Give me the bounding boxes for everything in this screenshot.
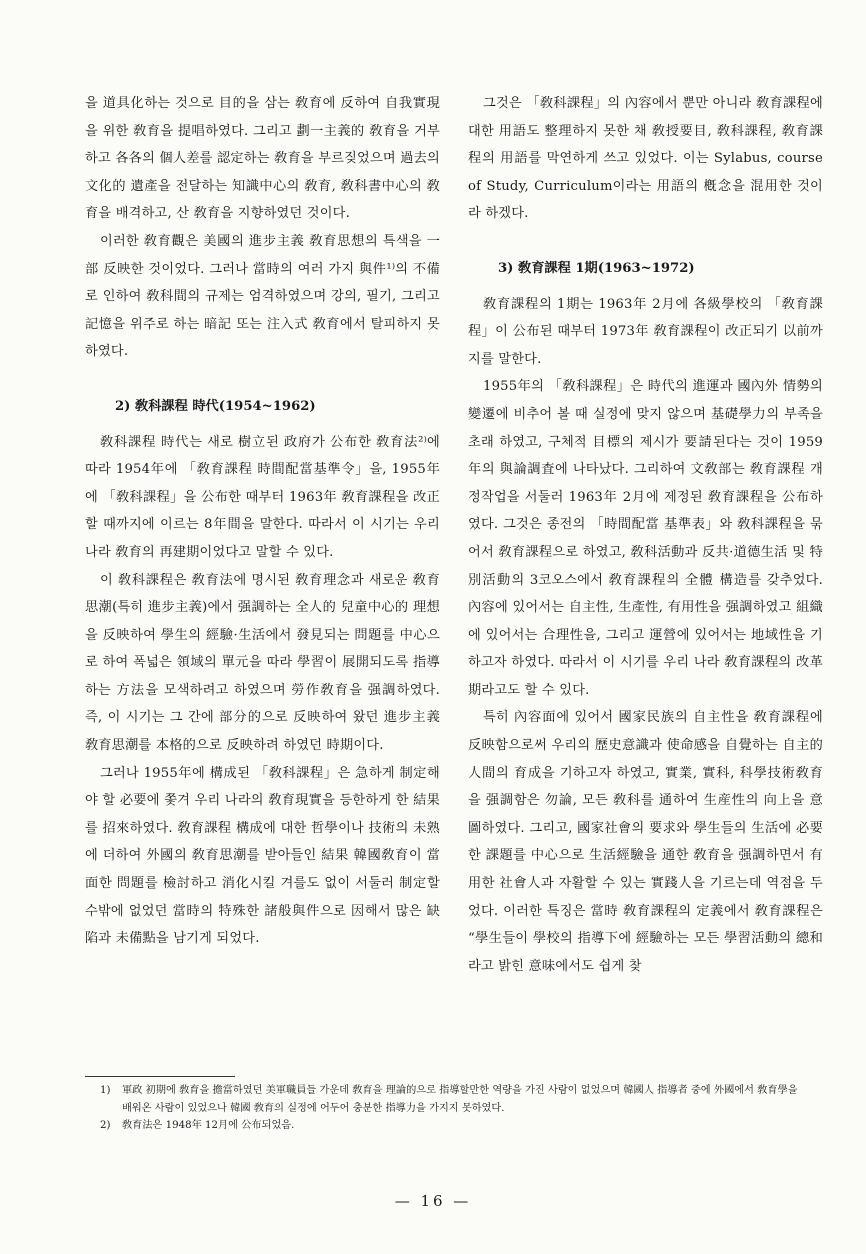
footnote — [100, 1082, 800, 1117]
paragraph: 1955年의 「敎科課程」은 時代의 進運과 國內外 情勢의 變遷에 비추어 볼 때 실정에 맞지 않으며 基礎學力의 부족을 초래 하였고, 구체적 目標의 제시가 要請된다는 것이 1959年의 與論調査에 나타났다. 그리하여 文敎部는 敎育課程 개정작업을 서둘러 1963年 2月에 제정된 敎育課程을 公布하였다. 그것은 종전의 「時間配當 基準表」와 敎科課程을 묶어서 敎育課程으로 하였고, 敎科活動과 反共·道德生活 및 特別活動의 3코오스에서 敎育課程의 全體 構造를 갖추었다. 內容에 있어서는 自主性, 生產性, 有用性을 强調하였고 組織에 있어서는 合理性을, 그리고 運營에 있어서는 地域性을 기하고자 하였다. 따라서 이 시기를 우리 나라 敎育課程의 改革期라고도 할 수 있다. — [468, 379, 823, 698]
paragraph: 그것은 「敎科課程」의 內容에서 뿐만 아니라 敎育課程에 대한 用語도 整理하지 못한 채 敎授要目, 敎科課程, 敎育課程의 用語를 막연하게 쓰고 있었다. 이는 Sylabus, course of Study, Curriculum이라는 用語의 槪念을 混用한 것이라 하겠다. — [468, 96, 823, 222]
section-heading: 2) 敎科課程 時代(1954~1962) — [115, 398, 316, 414]
paragraph: 그러나 1955年에 構成된 「敎科課程」은 急하게 制定해야 할 必要에 쫓겨 우리 나라의 敎育現實을 등한하게 한 結果를 招來하였다. 敎育課程 構成에 대한 哲學이나 技術의 未熟에 더하여 外國의 敎育思潮를 받아들인 結果 韓國敎育이 當面한 問題를 檢討하고 消化시킬 겨를도 없이 서둘러 制定할 수밖에 없었던 當時의 特殊한 諸般與件으로 因해서 많은 缺陷과 未備點을 남기게 되었다. — [85, 765, 440, 947]
section-heading: 3) 敎育課程 1期(1963~1972) — [498, 260, 695, 276]
paragraph: 이 敎科課程은 敎育法에 명시된 敎育理念과 새로운 敎育思潮(특히 進步主義)에서 强調하는 全人的 兒童中心的 理想을 反映하여 學生의 經驗·生活에서 發見되는 問題를 中心으로 하여 폭넓은 領域의 單元을 따라 學習이 展開되도록 指導하는 方法을 모색하려고 하였으며 勞作敎育을 强調하였다. 즉, 이 시기는 그 간에 部分的으로 反映하여 왔던 進步主義 敎育思潮를 本格的으로 反映하려 하였던 時期이다. — [85, 572, 440, 754]
footnote — [100, 1117, 800, 1135]
footnote-number: 1) — [100, 1085, 111, 1096]
paragraph: 이러한 敎育觀은 美國의 進步主義 敎育思想의 특색을 一部 反映한 것이었다. 그러나 當時의 여러 가지 與件¹⁾의 不備로 인하여 敎科間의 규제는 엄격하였으며 강의, 필기, 그리고 記憶을 위주로 하는 暗記 또는 注入式 敎育에서 탈피하지 못하였다. — [85, 233, 440, 360]
footnote-text: 敎育法은 1948年 12月에 公布되었음. — [122, 1120, 295, 1131]
paragraph: 敎科課程 時代는 새로 樹立된 政府가 公布한 敎育法²⁾에 따라 1954年에 「敎育課程 時間配當基準令」을, 1955年에 「敎科課程」을 公布한 때부터 1963年 敎育課程을 改正할 때까지에 이르는 8年間을 말한다. 따라서 이 시기는 우리나라 敎育의 再建期이었다고 말할 수 있다. — [85, 434, 440, 560]
footnotes — [100, 1082, 800, 1135]
paragraph: 敎育課程의 1期는 1963年 2月에 各級學校의 「敎育課程」이 公布된 때부터 1973年 敎育課程이 改正되기 以前까지를 말한다. — [468, 296, 823, 367]
footnote-number: 2) — [100, 1120, 111, 1131]
footnote-divider — [85, 1076, 235, 1077]
paragraph: 을 道具化하는 것으로 目的을 삼는 敎育에 反하여 自我實現을 위한 敎育을 提唱하였다. 그리고 劃一主義的 敎育을 거부하고 各各의 個人差를 認定하는 敎育을 부르짖었으며 過去의 文化的 遺產을 전달하는 知識中心의 敎育, 敎科書中心의 敎育을 배격하고, 산 敎育을 지향하였던 것이다. — [85, 96, 440, 222]
right-column — [468, 90, 823, 980]
footnote-text: 軍政 初期에 敎育을 擔當하였던 美軍職員들 가운데 敎育을 理論的으로 指導할만한 역량을 가진 사람이 없었으며 韓國人 指導者 중에 外國에서 敎育學을 배워온 사람이 있었으나 韓國 敎育의 실정에 어두어 충분한 指導力을 가지지 못하였다. — [122, 1085, 798, 1114]
page-number: — 16 — — [394, 1192, 472, 1210]
paragraph: 특히 內容面에 있어서 國家民族의 自主性을 敎育課程에 反映함으로써 우리의 歷史意識과 使命感을 自覺하는 自主的 人間의 育成을 기하고자 하였고, 實業, 實科, 科學技術敎育을 强調함은 勿論, 모든 敎科를 通하여 生産性의 向上을 意圖하였다. 그리고, 國家社會의 要求와 學生들의 生活에 必要한 課題를 中心으로 生活經驗을 通한 敎育을 强調하면서 有用한 社會人과 자활할 수 있는 實踐人을 기르는데 역점을 두었다. 이러한 특징은 當時 敎育課程의 定義에서 敎育課程은 “學生들이 學校의 指導下에 經驗하는 모든 學習活動의 總和라고 밝힌 意味에서도 쉽게 찾 — [468, 710, 823, 974]
left-column — [85, 90, 440, 953]
